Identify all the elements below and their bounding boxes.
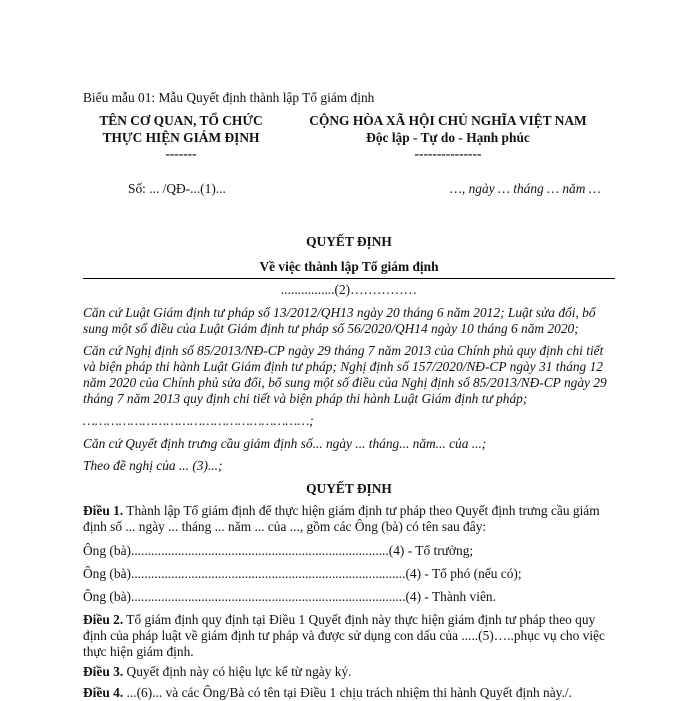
article-2-label: Điều 2. (83, 612, 124, 627)
article-3-label: Điều 3. (83, 664, 124, 679)
legal-basis-2: Căn cứ Nghị định số 85/2013/NĐ-CP ngày 29 tháng 7 năm 2013 của Chính phủ quy định chi tiết và biện pháp thi hành Luật Giám định tư pháp; Nghị định số 157/2020/NĐ-CP ngày 31 tháng 12 năm 2020 của Chính phủ sửa đổi, bổ sung một số điều của Nghị định số 85/2013/NĐ-CP ngày 29 tháng 7 năm 2013 quy định chi tiết và biện pháp thi hành Luật Giám định tư pháp; (83, 343, 607, 406)
national-motto-line1: CỘNG HÒA XÃ HỘI CHỦ NGHĨA VIỆT NAM (309, 113, 587, 128)
org-name-line2: THỰC HIỆN GIÁM ĐỊNH (102, 130, 260, 145)
article-4-text: ...(6)... và các Ông/Bà có tên tại Điều 1 chịu trách nhiệm thi hành Quyết định này./. (123, 685, 572, 700)
place-and-date: …, ngày … tháng … năm … (450, 181, 601, 196)
article-3-text: Quyết định này có hiệu lực kể từ ngày ký. (123, 664, 352, 679)
article-4-label: Điều 4. (83, 685, 124, 700)
decision-heading: QUYẾT ĐỊNH (306, 481, 392, 496)
article-2-text: Tổ giám định quy định tại Điều 1 Quyết định này thực hiện giám định tư pháp theo quy định của pháp luật về giám định tư pháp và được sử dụng con dấu của .....(5)…..phục vụ cho việc thực hiện giám định. (83, 612, 605, 659)
legal-basis-4: Căn cứ Quyết định trưng cầu giám định số... ngày ... tháng... năm... của ...; (83, 436, 487, 451)
document-number: Số: ... /QĐ-...(1)... (128, 181, 226, 196)
document-subtitle: Về việc thành lập Tổ giám định (259, 259, 439, 274)
legal-basis-1: Căn cứ Luật Giám định tư pháp số 13/2012/QH13 ngày 20 tháng 6 năm 2012; Luật sửa đổi, bổ sung một số điều của Luật Giám định tư pháp số 56/2020/QH14 ngày 10 tháng 6 năm 2020; (83, 305, 596, 336)
article-3 (83, 664, 613, 680)
national-motto-line2: Độc lập - Tự do - Hạnh phúc (366, 130, 530, 145)
national-separator: --------------- (414, 146, 482, 161)
document-title: QUYẾT ĐỊNH (306, 234, 392, 249)
form-label: Biểu mẫu 01: Mẫu Quyết định thành lập Tổ giám định (83, 90, 375, 105)
article-2 (83, 612, 613, 660)
article-1 (83, 503, 613, 535)
legal-basis-5: Theo đề nghị của ... (3)...; (83, 458, 223, 473)
title-rule (83, 278, 615, 279)
org-name-line1: TÊN CƠ QUAN, TỔ CHỨC (99, 113, 263, 128)
article-1-label: Điều 1. (83, 503, 124, 518)
org-separator: ------- (165, 146, 197, 161)
article-4 (83, 685, 613, 701)
legal-basis-3: …………………………………………………; (83, 413, 314, 428)
article-1-text: Thành lập Tổ giám định để thực hiện giám định tư pháp theo Quyết định trưng cầu giám định số ... ngày ... tháng ... năm ... của ..., gồm các Ông (bà) có tên sau đây: (83, 503, 600, 534)
member-regular: Ông (bà)..................................................................................(4) - Thành viên. (83, 589, 496, 604)
member-leader: Ông (bà).............................................................................(4) - Tổ trưởng; (83, 543, 474, 558)
member-deputy: Ông (bà)..................................................................................(4) - Tổ phó (nếu có); (83, 566, 522, 581)
issuing-authority: ................(2)…………… (280, 282, 418, 297)
